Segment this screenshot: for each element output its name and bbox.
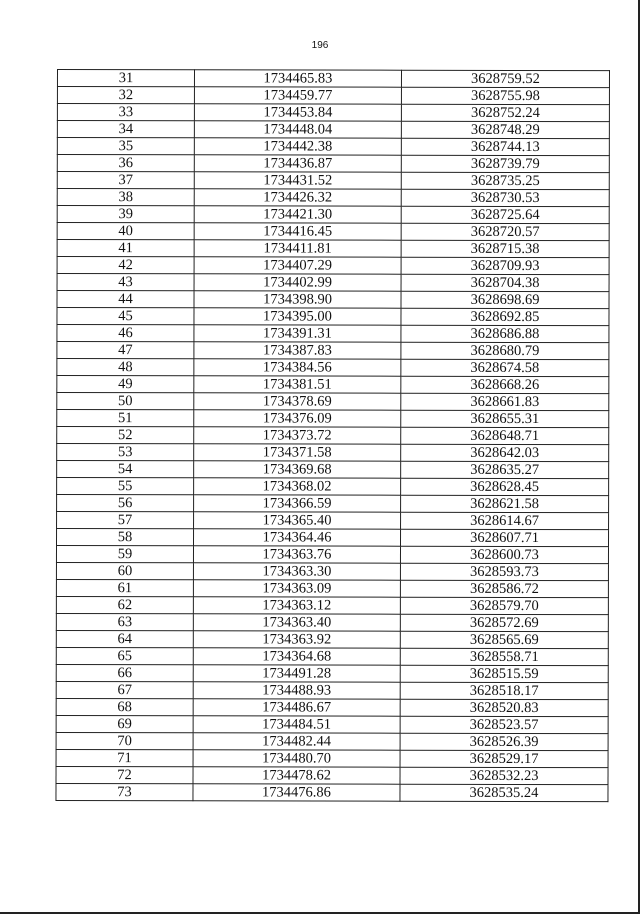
table-row xyxy=(57,376,609,394)
y-coordinate-cell: 3628565.69 xyxy=(400,631,608,648)
point-number-cell: 40 xyxy=(57,223,194,240)
y-coordinate-cell: 3628661.83 xyxy=(401,393,609,410)
table-row xyxy=(57,240,609,258)
table-row xyxy=(57,257,609,275)
point-number-cell: 46 xyxy=(57,325,194,342)
y-coordinate-cell: 3628755.98 xyxy=(401,87,609,104)
y-coordinate-cell: 3628744.13 xyxy=(401,138,609,155)
x-coordinate-cell: 1734387.83 xyxy=(194,342,401,359)
table-row xyxy=(57,104,609,122)
point-number-cell: 66 xyxy=(56,664,193,681)
x-coordinate-cell: 1734476.86 xyxy=(193,784,400,801)
point-number-cell: 58 xyxy=(57,529,194,546)
table-row xyxy=(57,461,609,479)
y-coordinate-cell: 3628725.64 xyxy=(401,206,609,223)
table-row xyxy=(57,529,609,547)
y-coordinate-cell: 3628532.23 xyxy=(400,767,608,784)
y-coordinate-cell: 3628739.79 xyxy=(401,155,609,172)
point-number-cell: 55 xyxy=(57,478,194,495)
y-coordinate-cell: 3628720.57 xyxy=(401,223,609,240)
table-row xyxy=(57,410,609,428)
table-row xyxy=(57,495,609,513)
point-number-cell: 73 xyxy=(56,783,193,800)
point-number-cell: 34 xyxy=(57,121,194,138)
y-coordinate-cell: 3628698.69 xyxy=(401,291,609,308)
y-coordinate-cell: 3628692.85 xyxy=(401,308,609,325)
y-coordinate-cell: 3628759.52 xyxy=(401,70,609,87)
y-coordinate-cell: 3628621.58 xyxy=(401,495,609,512)
table-row xyxy=(57,155,609,173)
table-row xyxy=(57,87,609,105)
x-coordinate-cell: 1734363.12 xyxy=(193,597,400,614)
x-coordinate-cell: 1734363.40 xyxy=(193,614,400,631)
y-coordinate-cell: 3628586.72 xyxy=(400,580,608,597)
point-number-cell: 70 xyxy=(56,732,193,749)
point-number-cell: 39 xyxy=(57,206,194,223)
table-row xyxy=(57,121,609,139)
point-number-cell: 41 xyxy=(57,240,194,257)
point-number-cell: 49 xyxy=(57,376,194,393)
table-row xyxy=(57,172,609,190)
y-coordinate-cell: 3628558.71 xyxy=(400,648,608,665)
y-coordinate-cell: 3628704.38 xyxy=(401,274,609,291)
table-row xyxy=(56,647,608,665)
x-coordinate-cell: 1734407.29 xyxy=(194,257,401,274)
x-coordinate-cell: 1734421.30 xyxy=(194,206,401,223)
y-coordinate-cell: 3628668.26 xyxy=(401,376,609,393)
y-coordinate-cell: 3628579.70 xyxy=(400,597,608,614)
table-row xyxy=(56,783,608,801)
y-coordinate-cell: 3628518.17 xyxy=(400,682,608,699)
x-coordinate-cell: 1734363.09 xyxy=(193,580,400,597)
x-coordinate-cell: 1734491.28 xyxy=(193,665,400,682)
x-coordinate-cell: 1734486.67 xyxy=(193,699,400,716)
point-number-cell: 47 xyxy=(57,342,194,359)
table-row xyxy=(56,630,608,648)
x-coordinate-cell: 1734459.77 xyxy=(194,87,401,104)
x-coordinate-cell: 1734442.38 xyxy=(194,138,401,155)
y-coordinate-cell: 3628526.39 xyxy=(400,733,608,750)
x-coordinate-cell: 1734426.32 xyxy=(194,189,401,206)
y-coordinate-cell: 3628520.83 xyxy=(400,699,608,716)
y-coordinate-cell: 3628709.93 xyxy=(401,257,609,274)
y-coordinate-cell: 3628535.24 xyxy=(400,784,608,801)
table-row xyxy=(56,613,608,631)
x-coordinate-cell: 1734482.44 xyxy=(193,733,400,750)
x-coordinate-cell: 1734381.51 xyxy=(194,376,401,393)
y-coordinate-cell: 3628748.29 xyxy=(401,121,609,138)
point-number-cell: 53 xyxy=(57,444,194,461)
table-row xyxy=(57,478,609,496)
x-coordinate-cell: 1734368.02 xyxy=(194,478,401,495)
x-coordinate-cell: 1734411.81 xyxy=(194,240,401,257)
y-coordinate-cell: 3628593.73 xyxy=(400,563,608,580)
point-number-cell: 31 xyxy=(57,70,194,87)
point-number-cell: 67 xyxy=(56,681,193,698)
table-row xyxy=(57,189,609,207)
y-coordinate-cell: 3628529.17 xyxy=(400,750,608,767)
point-number-cell: 54 xyxy=(57,461,194,478)
point-number-cell: 71 xyxy=(56,749,193,766)
point-number-cell: 63 xyxy=(56,613,193,630)
point-number-cell: 56 xyxy=(57,495,194,512)
point-number-cell: 69 xyxy=(56,715,193,732)
x-coordinate-cell: 1734431.52 xyxy=(194,172,401,189)
point-number-cell: 50 xyxy=(57,393,194,410)
x-coordinate-cell: 1734363.76 xyxy=(193,546,400,563)
x-coordinate-cell: 1734478.62 xyxy=(193,767,400,784)
table-row xyxy=(57,444,609,462)
table-row xyxy=(56,579,608,597)
x-coordinate-cell: 1734363.30 xyxy=(193,563,400,580)
table-row xyxy=(57,342,609,360)
point-number-cell: 42 xyxy=(57,257,194,274)
table-row xyxy=(56,681,608,699)
y-coordinate-cell: 3628648.71 xyxy=(401,427,609,444)
y-coordinate-cell: 3628607.71 xyxy=(401,529,609,546)
table-row xyxy=(56,596,608,614)
x-coordinate-cell: 1734488.93 xyxy=(193,682,400,699)
point-number-cell: 68 xyxy=(56,698,193,715)
point-number-cell: 43 xyxy=(57,274,194,291)
point-number-cell: 38 xyxy=(57,189,194,206)
y-coordinate-cell: 3628735.25 xyxy=(401,172,609,189)
x-coordinate-cell: 1734364.68 xyxy=(193,648,400,665)
table-row xyxy=(56,766,608,784)
x-coordinate-cell: 1734366.59 xyxy=(194,495,401,512)
table-row xyxy=(57,223,609,241)
y-coordinate-cell: 3628635.27 xyxy=(401,461,609,478)
x-coordinate-cell: 1734373.72 xyxy=(194,427,401,444)
point-number-cell: 36 xyxy=(57,155,194,172)
table-row xyxy=(57,393,609,411)
table-row xyxy=(56,562,608,580)
table-row xyxy=(56,664,608,682)
table-row xyxy=(57,512,609,530)
x-coordinate-cell: 1734369.68 xyxy=(194,461,401,478)
point-number-cell: 35 xyxy=(57,138,194,155)
coordinates-table xyxy=(55,69,610,802)
x-coordinate-cell: 1734448.04 xyxy=(194,121,401,138)
point-number-cell: 32 xyxy=(57,87,194,104)
x-coordinate-cell: 1734402.99 xyxy=(194,274,401,291)
x-coordinate-cell: 1734376.09 xyxy=(194,410,401,427)
y-coordinate-cell: 3628628.45 xyxy=(401,478,609,495)
x-coordinate-cell: 1734398.90 xyxy=(194,291,401,308)
x-coordinate-cell: 1734395.00 xyxy=(194,308,401,325)
x-coordinate-cell: 1734416.45 xyxy=(194,223,401,240)
table-row xyxy=(57,427,609,445)
y-coordinate-cell: 3628715.38 xyxy=(401,240,609,257)
point-number-cell: 45 xyxy=(57,308,194,325)
table-row xyxy=(57,206,609,224)
x-coordinate-cell: 1734364.46 xyxy=(194,529,401,546)
table-row xyxy=(57,325,609,343)
table-row xyxy=(56,715,608,733)
x-coordinate-cell: 1734365.40 xyxy=(194,512,401,529)
point-number-cell: 52 xyxy=(57,427,194,444)
x-coordinate-cell: 1734453.84 xyxy=(194,104,401,121)
table-row xyxy=(56,698,608,716)
x-coordinate-cell: 1734465.83 xyxy=(194,70,401,87)
x-coordinate-cell: 1734384.56 xyxy=(194,359,401,376)
coordinates-table-body xyxy=(56,70,610,802)
table-row xyxy=(57,138,609,156)
point-number-cell: 64 xyxy=(56,630,193,647)
x-coordinate-cell: 1734363.92 xyxy=(193,631,400,648)
y-coordinate-cell: 3628686.88 xyxy=(401,325,609,342)
x-coordinate-cell: 1734378.69 xyxy=(194,393,401,410)
table-row xyxy=(57,291,609,309)
table-row xyxy=(57,70,609,88)
point-number-cell: 61 xyxy=(56,579,193,596)
point-number-cell: 44 xyxy=(57,291,194,308)
point-number-cell: 57 xyxy=(57,512,194,529)
x-coordinate-cell: 1734371.58 xyxy=(194,444,401,461)
point-number-cell: 62 xyxy=(56,596,193,613)
x-coordinate-cell: 1734436.87 xyxy=(194,155,401,172)
point-number-cell: 65 xyxy=(56,647,193,664)
y-coordinate-cell: 3628515.59 xyxy=(400,665,608,682)
point-number-cell: 59 xyxy=(56,546,193,563)
point-number-cell: 48 xyxy=(57,359,194,376)
y-coordinate-cell: 3628614.67 xyxy=(401,512,609,529)
y-coordinate-cell: 3628674.58 xyxy=(401,359,609,376)
table-row xyxy=(56,546,608,564)
point-number-cell: 72 xyxy=(56,766,193,783)
x-coordinate-cell: 1734480.70 xyxy=(193,750,400,767)
table-row xyxy=(57,308,609,326)
table-row xyxy=(57,274,609,292)
y-coordinate-cell: 3628752.24 xyxy=(401,104,609,121)
page-number: 196 xyxy=(311,40,329,51)
table-row xyxy=(56,732,608,750)
point-number-cell: 60 xyxy=(56,562,193,579)
point-number-cell: 51 xyxy=(57,410,194,427)
y-coordinate-cell: 3628523.57 xyxy=(400,716,608,733)
y-coordinate-cell: 3628642.03 xyxy=(401,444,609,461)
y-coordinate-cell: 3628572.69 xyxy=(400,614,608,631)
point-number-cell: 37 xyxy=(57,172,194,189)
point-number-cell: 33 xyxy=(57,104,194,121)
y-coordinate-cell: 3628680.79 xyxy=(401,342,609,359)
x-coordinate-cell: 1734484.51 xyxy=(193,716,400,733)
table-row xyxy=(56,749,608,767)
y-coordinate-cell: 3628655.31 xyxy=(401,410,609,427)
x-coordinate-cell: 1734391.31 xyxy=(194,325,401,342)
table-row xyxy=(57,359,609,377)
y-coordinate-cell: 3628730.53 xyxy=(401,189,609,206)
y-coordinate-cell: 3628600.73 xyxy=(400,546,608,563)
